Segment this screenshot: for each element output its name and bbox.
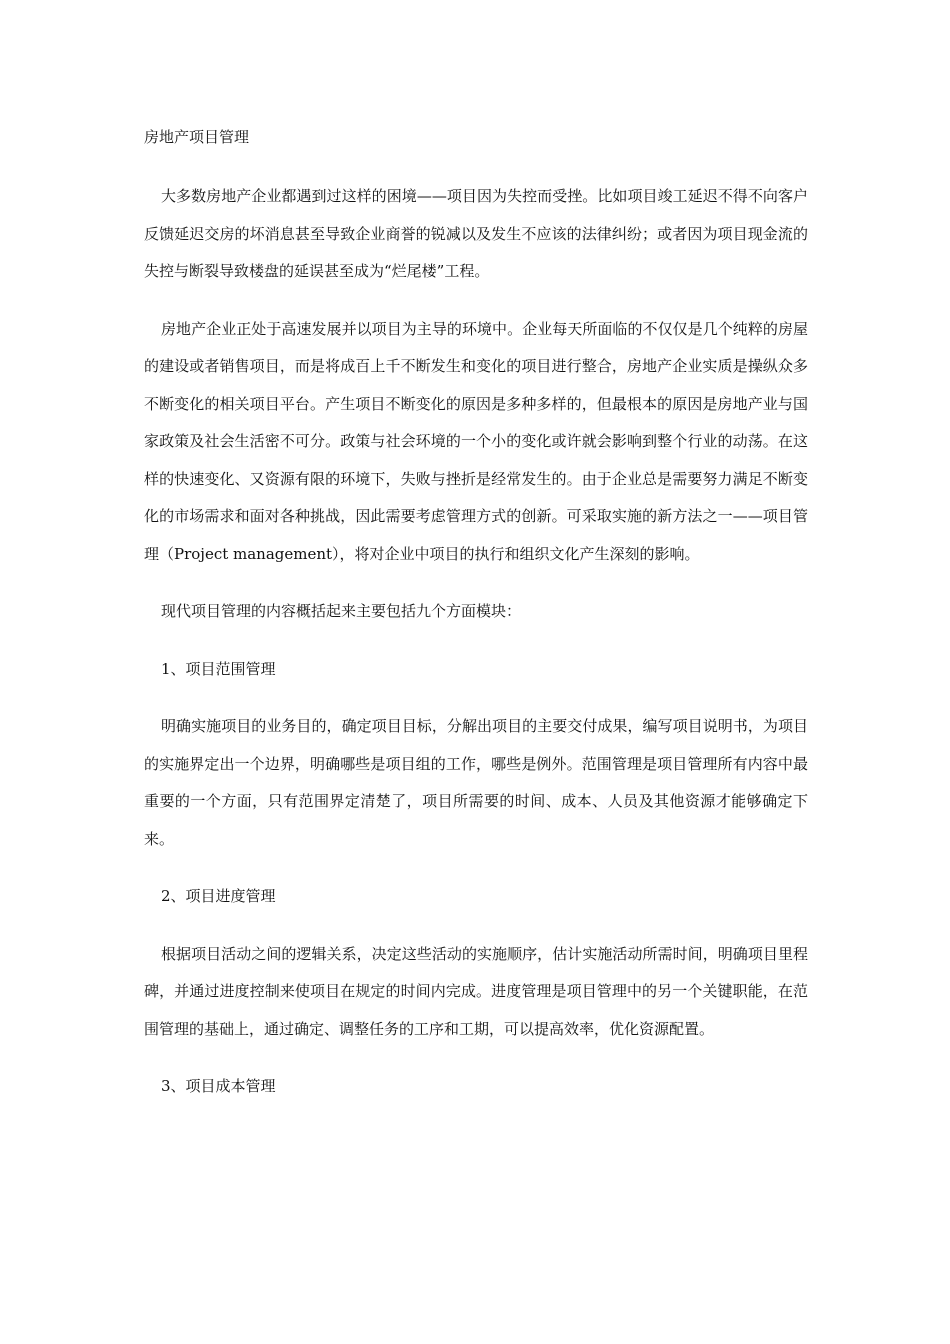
paragraph-scope: 明确实施项目的业务目的，确定项目目标，分解出项目的主要交付成果，编写项目说明书，为项目的实施界定出一个边界，明确哪些是项目组的工作，哪些是例外。范围管理是项目管理所有内容中最重要的一个方面，只有范围界定清楚了，项目所需要的时间、成本、人员及其他资源才能够确定下来。 (144, 717, 808, 848)
document-body (144, 124, 808, 1126)
section-heading-scope: 1、项目范围管理 (161, 659, 276, 678)
paragraph-modules-intro: 现代项目管理的内容概括起来主要包括九个方面模块： (161, 602, 522, 620)
paragraph-environment: 房地产企业正处于高速发展并以项目为主导的环境中。企业每天所面临的不仅仅是几个纯粹的房屋的建设或者销售项目，而是将成百上千不断发生和变化的项目进行整合，房地产企业实质是操纵众多不断变化的相关项目平台。产生项目不断变化的原因是多种多样的，但最根本的原因是房地产业与国家政策及社会生活密不可分。政策与社会环境的一个小的变化或许就会影响到整个行业的动荡。在这样的快速变化、又资源有限的环境下，失败与挫折是经常发生的。由于企业总是需要努力满足不断变化的市场需求和面对各种挑战，因此需要考虑管理方式的创新。可采取实施的新方法之一——项目管理（Project management），将对企业中项目的执行和组织文化产生深刻的影响。 (144, 319, 808, 563)
paragraph-schedule: 根据项目活动之间的逻辑关系，决定这些活动的实施顺序，估计实施活动所需时间，明确项目里程碑，并通过进度控制来使项目在规定的时间内完成。进度管理是项目管理中的另一个关键职能，在范围管理的基础上，通过确定、调整任务的工序和工期，可以提高效率，优化资源配置。 (144, 944, 808, 1038)
paragraph-intro: 大多数房地产企业都遇到过这样的困境——项目因为失控而受挫。比如项目竣工延迟不得不向客户反馈延迟交房的坏消息甚至导致企业商誉的锐减以及发生不应该的法律纠纷；或者因为项目现金流的失控与断裂导致楼盘的延误甚至成为“烂尾楼”工程。 (144, 187, 808, 280)
document-title: 房地产项目管理 (144, 128, 250, 146)
section-heading-schedule: 2、项目进度管理 (161, 887, 276, 905)
section-heading-cost: 3、项目成本管理 (161, 1077, 276, 1095)
